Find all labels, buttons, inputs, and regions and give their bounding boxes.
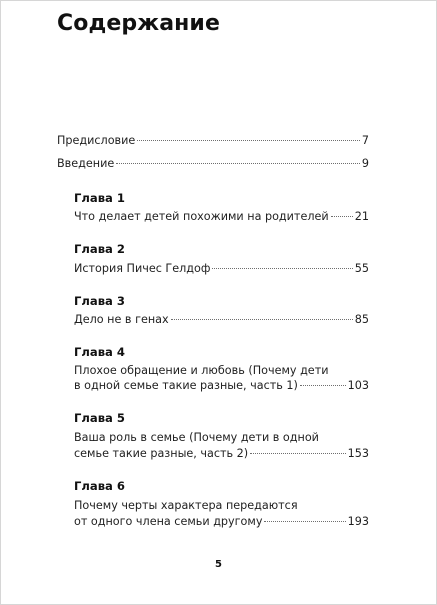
toc-page-number: 153 bbox=[347, 447, 369, 460]
page-number: 5 bbox=[215, 559, 222, 570]
toc-page-number: 21 bbox=[354, 210, 369, 223]
dot-leader bbox=[300, 385, 346, 386]
chapter-label: Глава 3 bbox=[74, 294, 125, 308]
toc-entry-preface[interactable] bbox=[57, 133, 369, 149]
toc-entry-title: Предисловие bbox=[57, 134, 136, 147]
toc-page-number: 9 bbox=[361, 157, 369, 170]
chapter-label: Глава 4 bbox=[74, 345, 125, 359]
toc-entry-chapter-6[interactable] bbox=[74, 514, 369, 530]
toc-entry-title: в одной семье такие разные, часть 1) bbox=[74, 379, 298, 392]
toc-entry-title: Введение bbox=[57, 157, 115, 170]
chapter-label: Глава 2 bbox=[74, 242, 125, 256]
toc-entry-introduction[interactable] bbox=[57, 156, 369, 172]
chapter-label: Глава 1 bbox=[74, 191, 125, 205]
toc-entry-title: История Пичес Гелдоф bbox=[74, 262, 211, 275]
toc-entry-title-line[interactable]: Почему черты характера передаются bbox=[74, 499, 298, 512]
toc-page-number: 55 bbox=[354, 262, 369, 275]
toc-entry-title: от одного члена семьи другому bbox=[74, 515, 263, 528]
dot-leader bbox=[116, 163, 360, 164]
toc-page-number: 103 bbox=[347, 379, 369, 392]
chapter-label: Глава 6 bbox=[74, 479, 125, 493]
chapter-label: Глава 5 bbox=[74, 411, 125, 425]
toc-page-number: 193 bbox=[347, 515, 369, 528]
toc-entry-title: Дело не в генах bbox=[74, 313, 169, 326]
toc-entry-chapter-3[interactable] bbox=[74, 312, 369, 328]
toc-entry-chapter-2[interactable] bbox=[74, 261, 369, 277]
toc-entry-chapter-4[interactable] bbox=[74, 378, 369, 394]
toc-entry-title: семье такие разные, часть 2) bbox=[74, 447, 249, 460]
toc-entry-title-line[interactable]: Ваша роль в семье (Почему дети в одной bbox=[74, 431, 319, 444]
toc-entry-title-line[interactable]: Плохое обращение и любовь (Почему дети bbox=[74, 364, 329, 377]
toc-entry-chapter-5[interactable] bbox=[74, 446, 369, 462]
dot-leader bbox=[250, 453, 345, 454]
dot-leader bbox=[212, 268, 352, 269]
dot-leader bbox=[264, 521, 345, 522]
dot-leader bbox=[171, 319, 353, 320]
page-title: Содержание bbox=[57, 11, 220, 36]
dot-leader bbox=[331, 216, 353, 217]
toc-page-number: 85 bbox=[354, 313, 369, 326]
dot-leader bbox=[137, 140, 360, 141]
toc-page-number: 7 bbox=[361, 134, 369, 147]
toc-entry-chapter-1[interactable] bbox=[74, 209, 369, 225]
toc-entry-title: Что делает детей похожими на родителей bbox=[74, 210, 329, 223]
